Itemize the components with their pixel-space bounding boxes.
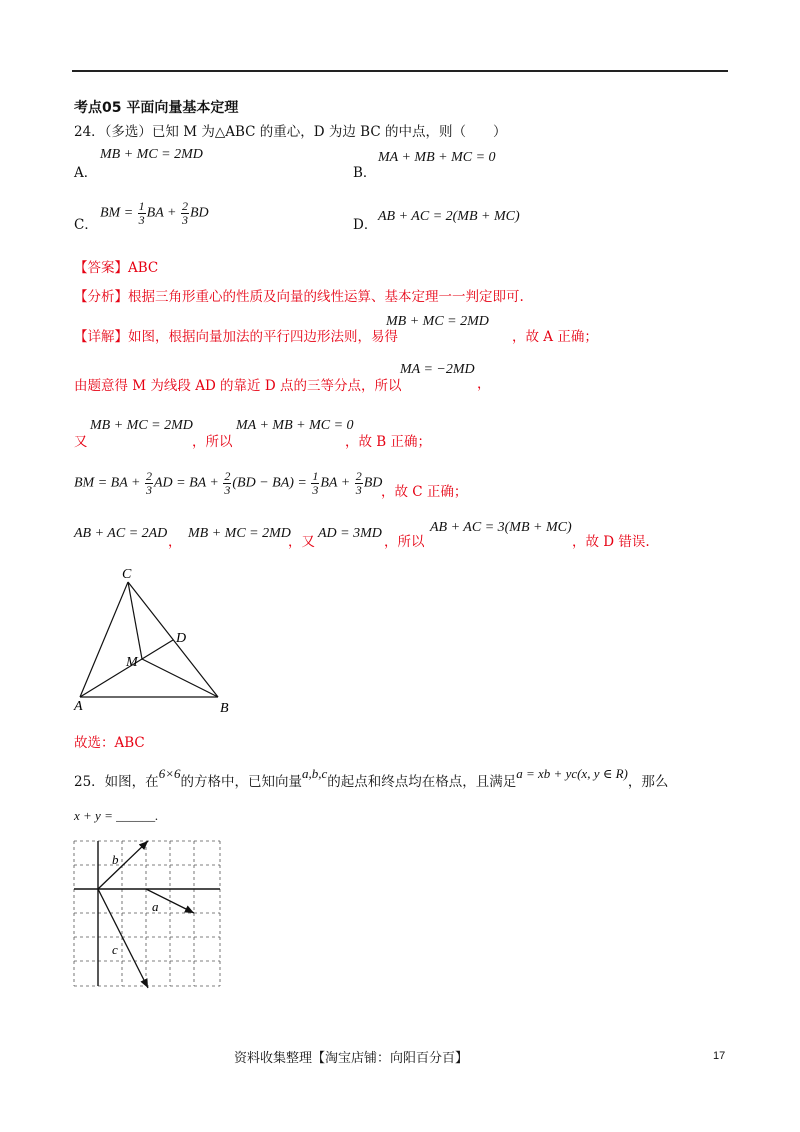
analysis-line: 【分析】根据三角形重心的性质及向量的线性运算、基本定理一一判定即可. — [74, 289, 524, 305]
fraction: $\frac{2}{3}$ — [181, 199, 188, 227]
detail-eq5-a: BM = BA + — [74, 475, 144, 491]
side-ca — [80, 582, 128, 697]
option-c-lhs: BM = — [100, 205, 137, 221]
option-c-formula — [100, 200, 209, 227]
detail-eq5-b: AD = BA + — [153, 475, 223, 491]
side-cb — [128, 582, 218, 697]
fraction: $\frac{1}{3}$ — [138, 199, 145, 227]
detail-eq2: MA = −2MD — [400, 362, 475, 377]
detail-eq3: MB + MC = 2MD — [90, 418, 193, 433]
detail-eq5-e: BD — [363, 475, 383, 491]
detail-suoyi2: ，所以 — [384, 534, 425, 550]
detail-eq7: MB + MC = 2MD — [188, 526, 291, 541]
detail-suoyi: ，所以 — [192, 434, 233, 450]
segment-mb — [142, 659, 218, 697]
option-b-label: B． — [353, 165, 377, 181]
axes — [74, 841, 220, 986]
q24-stem: 24．（多选）已知 M 为△ABC 的重心，D 为边 BC 的中点，则（ ） — [74, 124, 507, 140]
label-m: M — [126, 655, 138, 670]
q25-blank: x + y = ______. — [74, 808, 159, 823]
option-d-label: D． — [353, 217, 378, 233]
label-c: C — [122, 567, 132, 582]
fraction: $\frac{2}{3}$ — [355, 469, 362, 497]
choose-line: 故选：ABC — [74, 735, 145, 751]
grid-lines — [74, 841, 220, 986]
fraction: $\frac{2}{3}$ — [145, 469, 152, 497]
detail-d-wrong: ，故 D 错误. — [572, 534, 650, 550]
fraction: $\frac{1}{3}$ — [312, 469, 319, 497]
detail-you2: ，又 — [288, 534, 315, 550]
page-number: 17 — [713, 1050, 726, 1062]
option-d-formula: AB + AC = 2(MB + MC) — [378, 209, 520, 224]
section-title: 考点05 平面向量基本定理 — [74, 100, 239, 116]
option-a-label: A． — [74, 165, 98, 181]
header-rule — [72, 70, 728, 72]
detail-comma: ， — [477, 376, 491, 392]
q25-grid-size: 6×6 — [158, 766, 181, 781]
label-b: B — [220, 701, 229, 716]
answer-line: 【答案】ABC — [74, 260, 159, 276]
option-c-term1: BA + — [146, 205, 180, 221]
detail-b-ok: ，故 B 正确； — [345, 434, 432, 450]
detail-eq5 — [74, 470, 382, 497]
q25-stem — [74, 766, 669, 790]
detail-you: 又 — [74, 434, 88, 450]
detail-eq9: AB + AC = 3(MB + MC) — [430, 520, 572, 535]
q25-stem-d: ，那么 — [627, 774, 669, 790]
detail-eq6: AB + AC = 2AD — [74, 526, 168, 541]
detail-intro: 【详解】如图，根据向量加法的平行四边形法则，易得 — [74, 329, 398, 345]
label-a: A — [74, 699, 83, 714]
option-c-label: C． — [74, 217, 98, 233]
q25-vectors: a,b,c — [301, 766, 328, 781]
option-c-term2: BD — [189, 205, 209, 221]
label-vector-a: a — [152, 899, 159, 914]
grid-figure — [70, 836, 230, 996]
label-d: D — [176, 631, 187, 646]
detail-comma2: ， — [168, 534, 182, 550]
q25-stem-b: 的方格中，已知向量 — [180, 774, 302, 790]
detail-eq5-d: BA + — [320, 475, 354, 491]
vector-c — [98, 889, 148, 988]
q25-relation: a = xb + yc(x, y ∈ R) — [516, 766, 628, 781]
detail-eq1: MB + MC = 2MD — [386, 314, 489, 329]
footer-text: 资料收集整理【淘宝店铺：向阳百分百】 — [234, 1051, 469, 1066]
label-vector-c: c — [112, 942, 118, 957]
detail-a-ok: ，故 A 正确； — [512, 329, 598, 345]
detail-line2: 由题意得 M 为线段 AD 的靠近 D 点的三等分点，所以 — [74, 378, 402, 394]
detail-eq8: AD = 3MD — [318, 526, 382, 541]
detail-eq5-c: (BD − BA) = — [232, 475, 311, 491]
q25-stem-c: 的起点和终点均在格点，且满足 — [327, 774, 517, 790]
detail-c-ok: ，故 C 正确； — [381, 484, 468, 500]
fraction: $\frac{2}{3}$ — [224, 469, 231, 497]
label-vector-b: b — [112, 852, 119, 867]
q25-stem-a: 25．如图，在 — [74, 774, 159, 790]
segment-cm — [128, 582, 142, 659]
detail-eq4: MA + MB + MC = 0 — [236, 418, 354, 433]
option-a-formula: MB + MC = 2MD — [100, 147, 203, 162]
option-b-formula: MA + MB + MC = 0 — [378, 150, 496, 165]
triangle-figure — [68, 562, 248, 722]
